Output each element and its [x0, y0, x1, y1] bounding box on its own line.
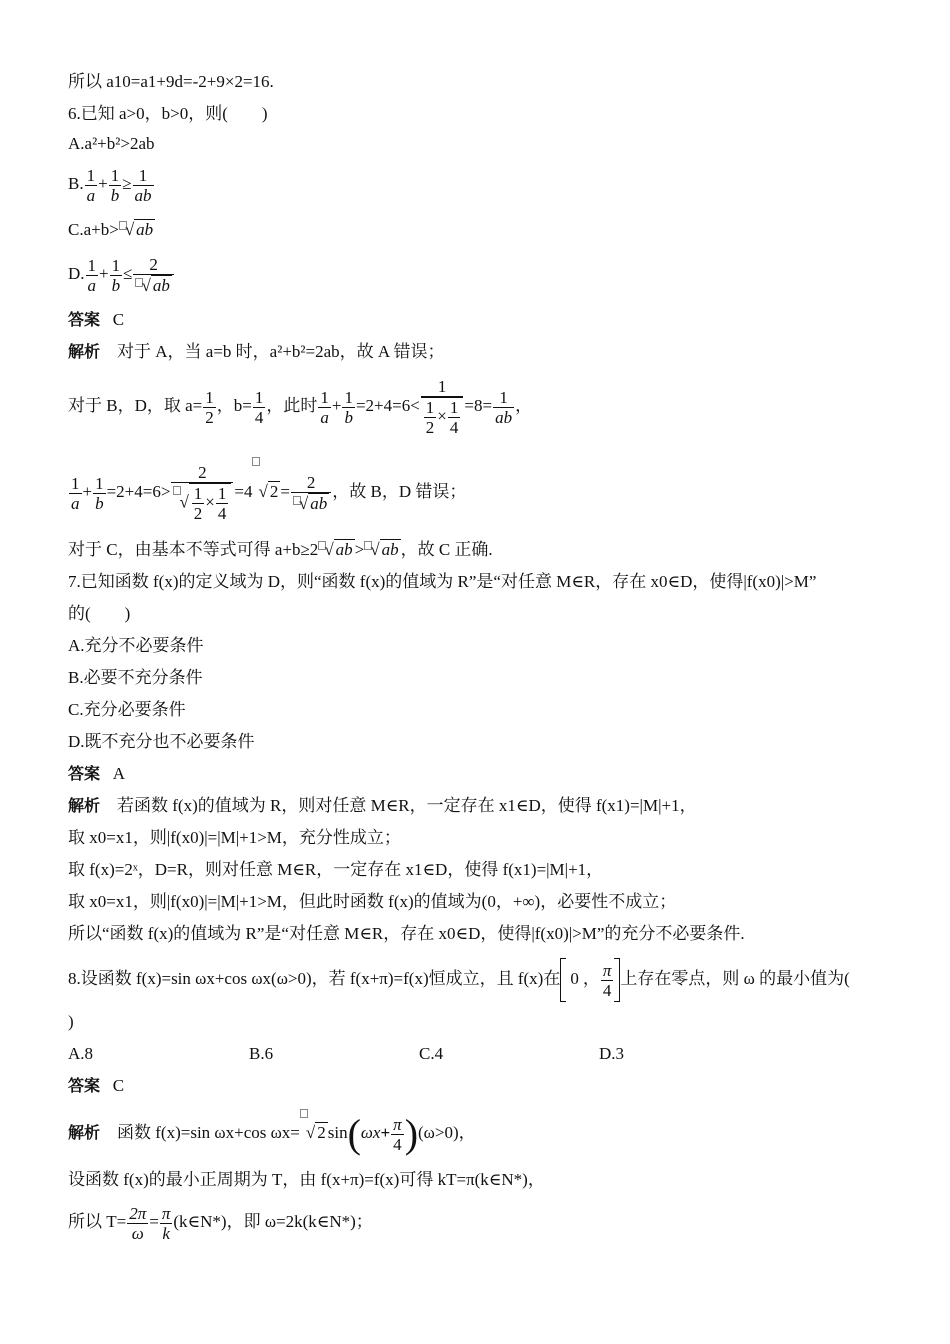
q7-analysis-2: 取 x0=x1，则|f(x0)|=|M|+1>M，充分性成立；	[68, 828, 401, 847]
option-label: B.	[68, 174, 84, 193]
question-7-stem: 7.已知函数 f(x)的定义域为 D，则“函数 f(x)的值域为 R”是“对任意 M∈R，存在 x0∈D，使得|f(x0)|>M”	[68, 572, 817, 591]
text-line: 所以 a10=a1+9d=-2+9×2=16.	[68, 72, 274, 91]
q8-option-a: A.8	[68, 1044, 94, 1063]
q8-analysis-3: 所以 T= $\frac{2\pi}{\omega}$ = $\frac{\pi}{k}$ (k∈N*)，即 ω=2k(k∈N*)；	[68, 1203, 373, 1243]
q8-analysis-2: 设函数 f(x)的最小正周期为 T，由 f(x+π)=f(x)可得 kT=π(k∈N*)，	[68, 1170, 545, 1189]
q8-option-b: B.6	[249, 1044, 274, 1063]
fraction: $\frac{1}{ab}$	[134, 165, 152, 205]
fraction: $\frac{1}{b}$	[110, 165, 120, 205]
q7-analysis-5: 所以“函数 f(x)的值域为 R”是“对任意 M∈R，存在 x0∈D，使得|f(x0)|>M”的充分不必要条件.	[68, 924, 745, 943]
placeholder-box-icon	[252, 457, 260, 466]
q7-option-b: B.必要不充分条件	[68, 668, 203, 687]
question-8-stem-2: )	[68, 1012, 74, 1031]
placeholder-box-icon	[300, 1109, 308, 1118]
q6-analysis-2: 对于 B，D，取 a= $\frac{1}{2}$ ，b= $\frac{1}{4}$ ，此时 $\frac{1}{a}$ + $\frac{1}{b}$ =2+4=6< 1 $\frac{1}{2}$ × $\frac{1}{4}$ =8= $\frac{1}{ab}$ ，	[68, 377, 533, 438]
q7-analysis-4: 取 x0=x1，则|f(x0)|=|M|+1>M，但此时函数 f(x)的值域为(0，+∞)，必要性不成立；	[68, 892, 677, 911]
q6-option-a: A.a²+b²>2ab	[68, 134, 155, 153]
q6-analysis-3: $\frac{1}{a}$ + $\frac{1}{b}$ =2+4=6> 2 √ $\frac{1}{2}$ × $\frac{1}{4}$ =4 √ 2 = $\frac{2}{√ ab}$ ，故 B，D 错误；	[68, 454, 466, 530]
q8-answer: 答案 C	[68, 1076, 125, 1095]
q6-answer: 答案 C	[68, 310, 125, 329]
q7-option-a: A.充分不必要条件	[68, 636, 204, 655]
q7-option-d: D.既不充分也不必要条件	[68, 732, 255, 751]
q6-option-b: B. $\frac{1}{a}$ + $\frac{1}{b}$ ≥ $\frac{1}{ab}$	[68, 165, 152, 205]
fraction: $\frac{1}{a}$	[86, 165, 96, 205]
q8-analysis-1: 解析 函数 f(x)=sin ωx+cos ωx= √ 2 sin(ωx+ $\frac{\pi}{4}$ )(ω>0)，	[68, 1106, 476, 1161]
q7-analysis-3: 取 f(x)=2ˣ，D=R，则对任意 M∈R，一定存在 x1∈D，使得 f(x1)=|M|+1，	[68, 860, 604, 879]
question-6-stem: 6.已知 a>0，b>0，则( )	[68, 104, 268, 123]
question-8-stem: 8.设函数 f(x)=sin ωx+cos ωx(ω>0)，若 f(x+π)=f(x)恒成立，且 f(x)在 0 ， $\frac{\pi}{4}$ 上存在零点，则 ω 的最小值为(	[68, 954, 850, 1004]
q8-option-d: D.3	[599, 1044, 625, 1063]
q7-option-c: C.充分必要条件	[68, 700, 186, 719]
q6-option-d: D. $\frac{1}{a}$ + $\frac{1}{b}$ ≤ $\frac{2}{√ ab}$	[68, 252, 175, 296]
q6-analysis-1: 解析 对于 A，当 a=b 时，a²+b²=2ab，故 A 错误；	[68, 342, 445, 361]
question-7-stem-2: 的( )	[68, 604, 131, 623]
q6-analysis-4: 对于 C，由基本不等式可得 a+b≥2 √ ab > √ ab ，故 C 正确.	[68, 540, 493, 559]
q7-analysis-1: 解析 若函数 f(x)的值域为 R，则对任意 M∈R，一定存在 x1∈D，使得 f(x1)=|M|+1，	[68, 796, 697, 815]
q8-option-c: C.4	[419, 1044, 444, 1063]
q7-answer: 答案 A	[68, 764, 126, 783]
q6-option-c: C.a+b> √ ab	[68, 220, 154, 239]
